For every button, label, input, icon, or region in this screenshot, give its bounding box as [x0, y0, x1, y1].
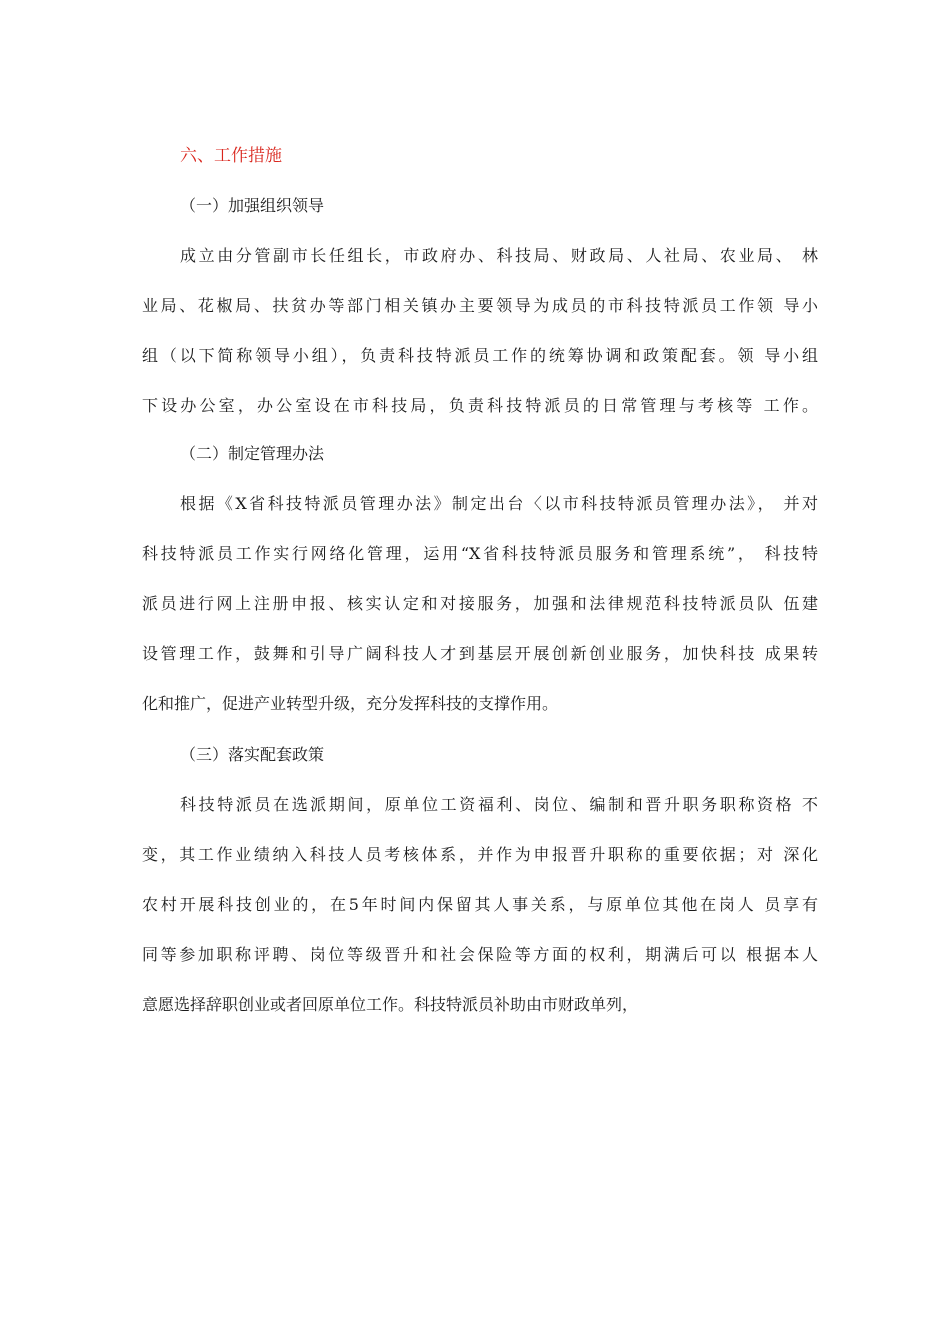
paragraph-line: 业局、花椒局、扶贫办等部门相关镇办主要领导为成员的市科技特派员工作领 导小	[142, 296, 818, 315]
paragraph-line: 派员进行网上注册申报、核实认定和对接服务，加强和法律规范科技特派员队 伍建	[142, 594, 818, 613]
subsection-heading-2: （二）制定管理办法	[180, 444, 325, 463]
paragraph-line: 科技特派员工作实行网络化管理，运用“X省科技特派员服务和管理系统”， 科技特	[142, 544, 818, 563]
section-heading: 六、工作措施	[180, 146, 282, 166]
paragraph-line: 设管理工作，鼓舞和引导广阔科技人才到基层开展创新创业服务，加快科技 成果转	[142, 644, 818, 663]
paragraph-1	[142, 243, 818, 443]
paragraph-line: 根据《X省科技特派员管理办法》制定出台〈以市科技特派员管理办法》， 并对	[180, 494, 818, 513]
paragraph-line: 下设办公室，办公室设在市科技局，负责科技特派员的日常管理与考核等 工作。	[142, 396, 818, 415]
paragraph-line: 同等参加职称评聘、岗位等级晋升和社会保险等方面的权利，期满后可以 根据本人	[142, 945, 818, 964]
paragraph-2	[142, 491, 818, 741]
paragraph-line: 农村开展科技创业的，在5年时间内保留其人事关系，与原单位其他在岗人 员享有	[142, 895, 818, 914]
paragraph-line: 成立由分管副市长任组长，市政府办、科技局、财政局、人社局、农业局、 林	[180, 246, 818, 265]
paragraph-line: 组（以下简称领导小组），负责科技特派员工作的统筹协调和政策配套。领 导小组	[142, 346, 818, 365]
paragraph-line: 意愿选择辞职创业或者回原单位工作。科技特派员补助由市财政单列，	[142, 995, 639, 1014]
paragraph-line: 变，其工作业绩纳入科技人员考核体系，并作为申报晋升职称的重要依据；对 深化	[142, 845, 818, 864]
paragraph-3	[142, 792, 818, 1042]
paragraph-line: 科技特派员在选派期间，原单位工资福利、岗位、编制和晋升职务职称资格 不	[180, 795, 818, 814]
subsection-heading-1: （一）加强组织领导	[180, 196, 325, 215]
subsection-heading-3: （三）落实配套政策	[180, 745, 325, 764]
paragraph-line: 化和推广，促进产业转型升级，充分发挥科技的支撑作用。	[142, 694, 559, 713]
